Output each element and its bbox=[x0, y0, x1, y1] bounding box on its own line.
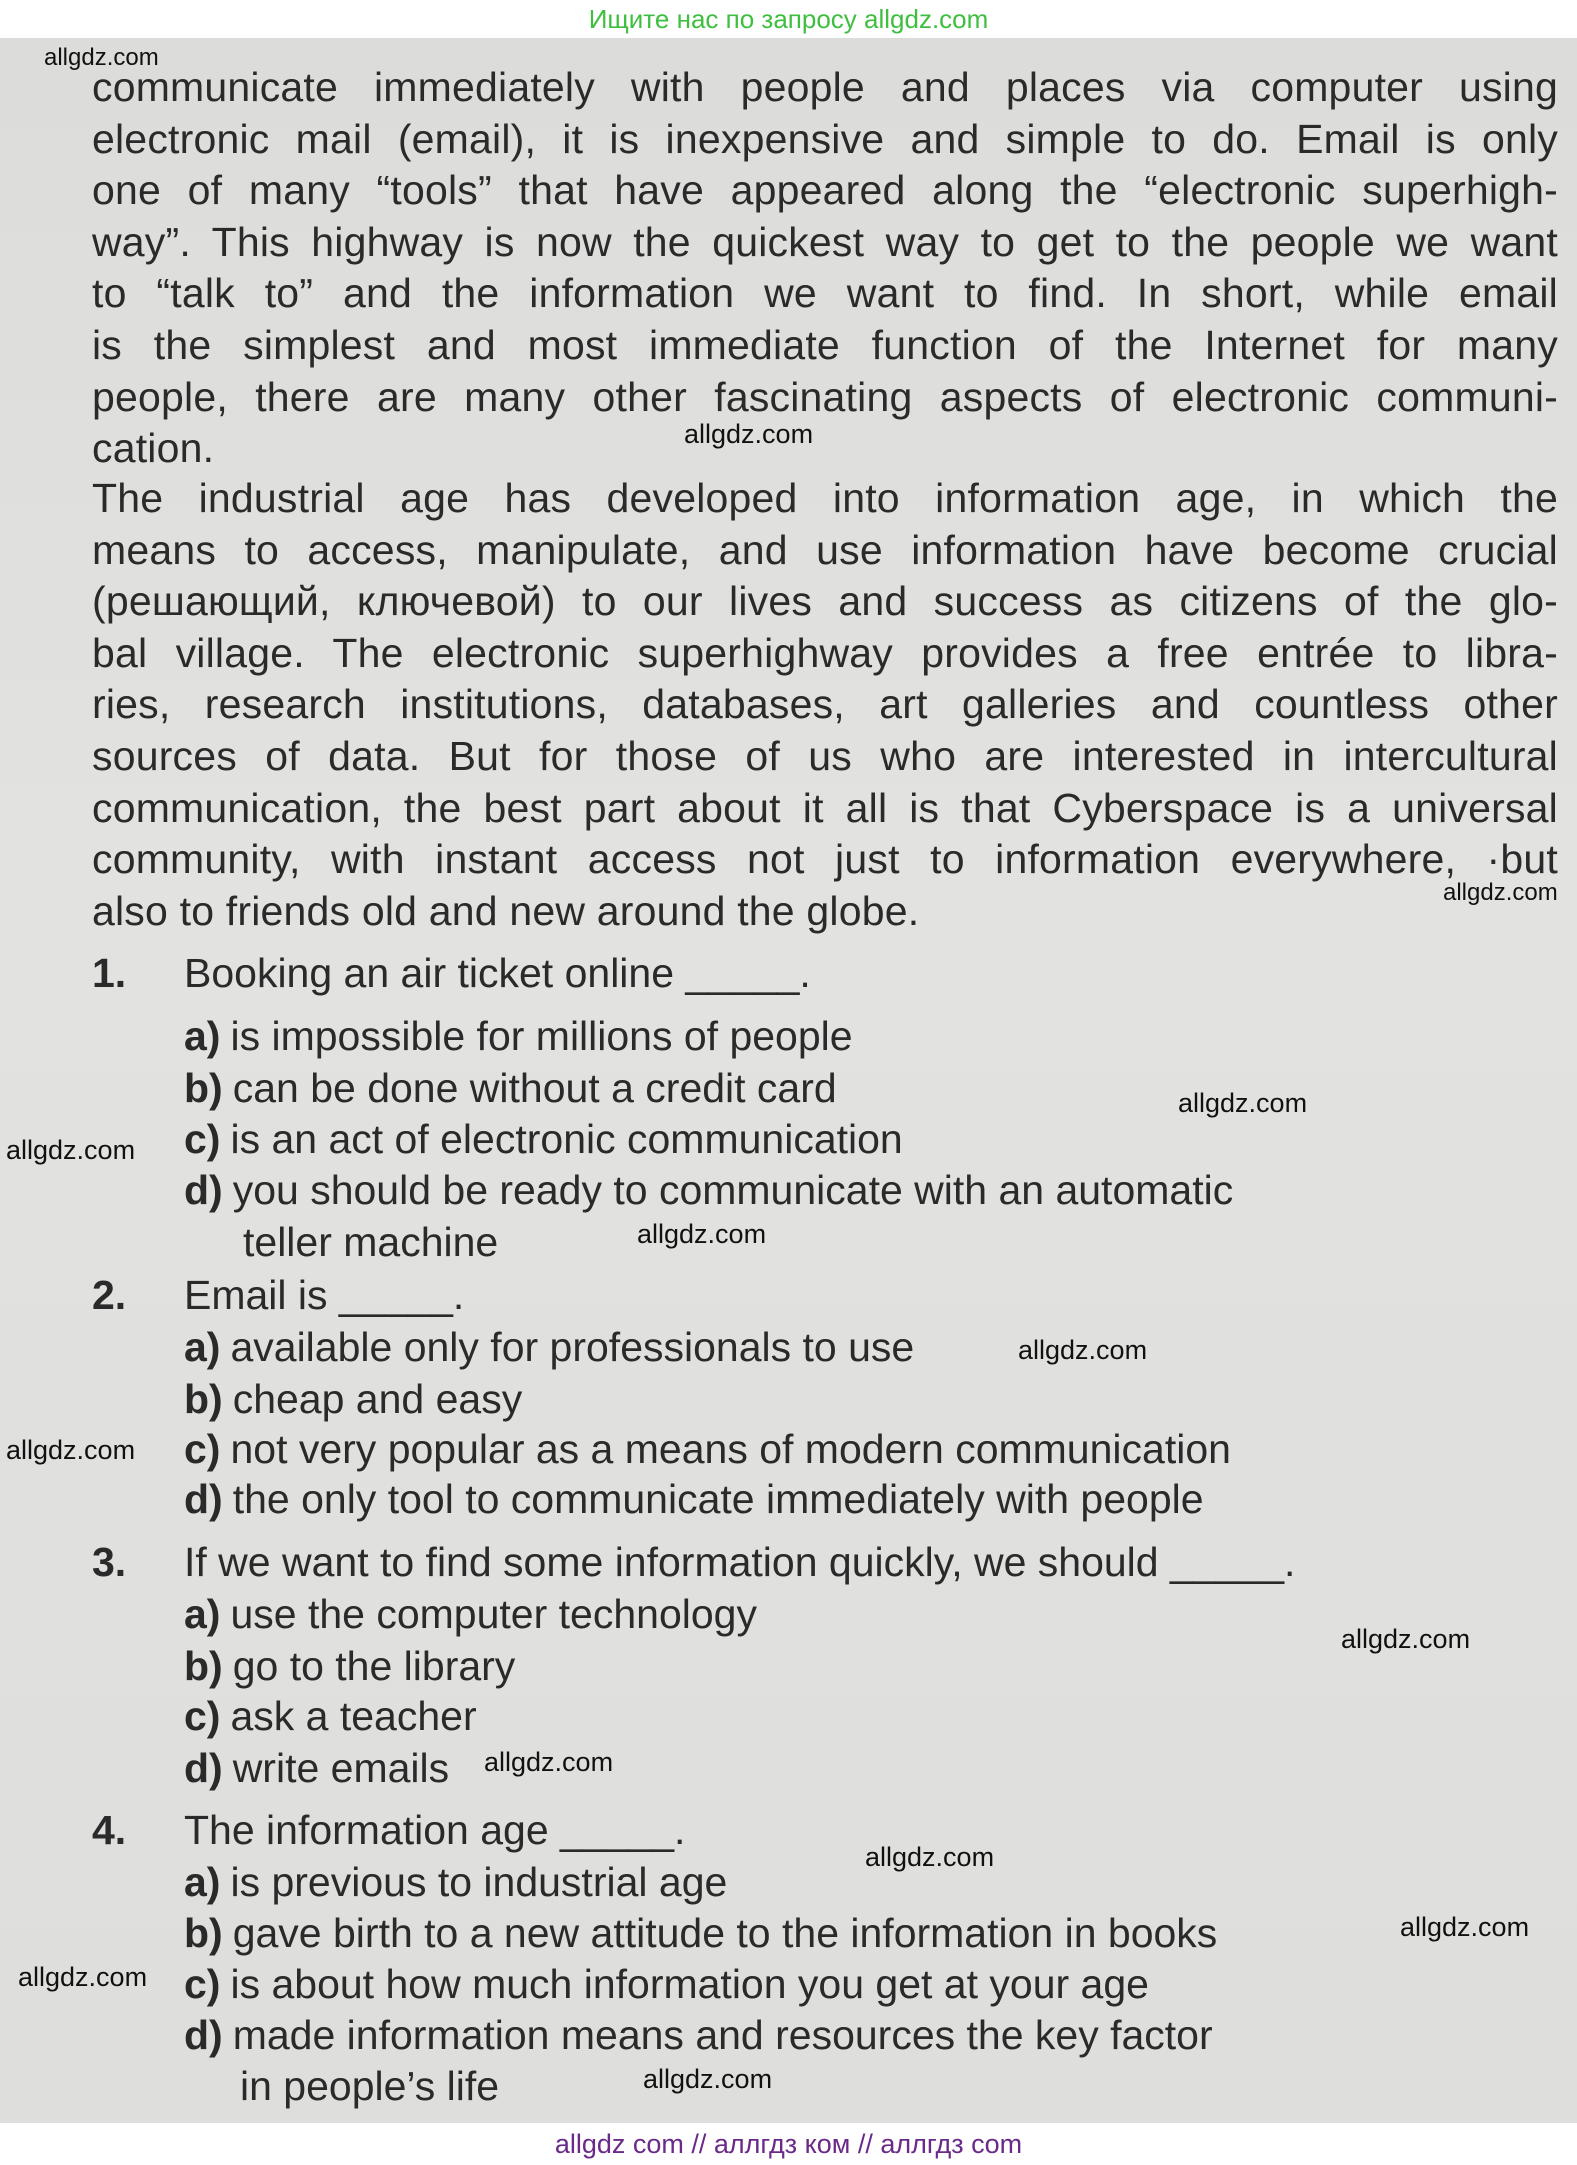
option-letter: c) bbox=[184, 1426, 221, 1472]
watermark-label: allgdz.com bbox=[6, 1435, 136, 1465]
answer-option-4a[interactable] bbox=[184, 1857, 727, 1908]
option-text: not very popular as a means of modern communication bbox=[230, 1426, 1231, 1472]
option-letter: d) bbox=[184, 1167, 223, 1213]
watermark-label: allgdz.com bbox=[6, 1135, 136, 1165]
option-text: go to the library bbox=[232, 1643, 516, 1689]
question-text: The information age _____. bbox=[184, 1807, 686, 1853]
option-text: use the computer technology bbox=[230, 1591, 757, 1637]
text-line: The industrial age has developed into information age, in which the bbox=[92, 475, 1558, 521]
option-text: the only tool to communicate immediately with people bbox=[232, 1476, 1204, 1522]
question-text: If we want to find some information quickly, we should _____. bbox=[184, 1539, 1296, 1585]
watermark-label: allgdz.com bbox=[1341, 1624, 1471, 1654]
question-number: 4. bbox=[92, 1807, 127, 1853]
option-text: is previous to industrial age bbox=[230, 1859, 728, 1905]
answer-option-2a[interactable] bbox=[184, 1322, 914, 1373]
option-letter: b) bbox=[184, 1065, 223, 1111]
text-line: communication, the best part about it all is that Cyberspace is a universal bbox=[92, 784, 1558, 831]
answer-option-4d[interactable] bbox=[184, 2010, 1213, 2061]
option-letter: b) bbox=[184, 1643, 223, 1689]
question-text: Email is _____. bbox=[184, 1272, 465, 1318]
text-line: people, there are many other fascinating aspects of electronic communi- bbox=[92, 373, 1558, 420]
text-line: also to friends old and new around the globe. bbox=[92, 887, 920, 934]
answer-option-3c[interactable] bbox=[184, 1691, 477, 1742]
option-text: teller machine bbox=[243, 1219, 499, 1265]
option-text: in people’s life bbox=[240, 2063, 500, 2109]
watermark-label: allgdz.com bbox=[1178, 1088, 1308, 1118]
watermark-label: allgdz.com bbox=[1443, 879, 1558, 906]
option-text: ask a teacher bbox=[230, 1693, 477, 1739]
text-line: one of many “tools” that have appeared along the “electronic superhigh- bbox=[92, 167, 1558, 214]
option-letter: c) bbox=[184, 1116, 221, 1162]
text-line: bal village. The electronic superhighway provides a free entrée to libra- bbox=[92, 629, 1558, 676]
question-number: 1. bbox=[92, 950, 127, 996]
option-letter: a) bbox=[184, 1859, 221, 1905]
answer-option-4b[interactable] bbox=[184, 1908, 1217, 1959]
watermark-label: allgdz.com bbox=[44, 44, 159, 71]
answer-option-2c[interactable] bbox=[184, 1424, 1231, 1475]
option-letter: c) bbox=[184, 1961, 221, 2007]
option-text: gave birth to a new attitude to the information in books bbox=[232, 1910, 1218, 1956]
text-line: ries, research institutions, databases, art galleries and countless other bbox=[92, 681, 1558, 728]
watermark-label: allgdz.com bbox=[18, 1962, 148, 1992]
answer-option-1b[interactable] bbox=[184, 1063, 837, 1114]
answer-option-3d[interactable] bbox=[184, 1743, 449, 1794]
option-letter: a) bbox=[184, 1013, 221, 1059]
text-line: (решающий, ключевой) to our lives and success as citizens of the glo- bbox=[92, 578, 1558, 625]
option-text: made information means and resources the key factor bbox=[232, 2012, 1213, 2058]
answer-option-3a[interactable] bbox=[184, 1589, 757, 1640]
watermark-label: allgdz.com bbox=[637, 1219, 767, 1249]
question-number: 2. bbox=[92, 1272, 127, 1318]
question-number: 3. bbox=[92, 1539, 127, 1585]
option-letter: d) bbox=[184, 1745, 223, 1791]
option-text: available only for professionals to use bbox=[230, 1324, 915, 1370]
option-text: you should be ready to communicate with an automatic bbox=[232, 1167, 1234, 1213]
option-text: write emails bbox=[232, 1745, 450, 1791]
answer-option-3b[interactable] bbox=[184, 1641, 515, 1692]
answer-option-4d-continued bbox=[240, 2061, 499, 2112]
option-letter: b) bbox=[184, 1376, 223, 1422]
answer-option-1c[interactable] bbox=[184, 1114, 903, 1165]
answer-option-1d-continued bbox=[243, 1217, 498, 1268]
watermark-label: allgdz.com bbox=[1018, 1335, 1148, 1365]
option-text: cheap and easy bbox=[232, 1376, 523, 1422]
option-letter: a) bbox=[184, 1591, 221, 1637]
answer-option-4c[interactable] bbox=[184, 1959, 1149, 2010]
option-letter: d) bbox=[184, 2012, 223, 2058]
question-text: Booking an air ticket online _____. bbox=[184, 950, 811, 996]
text-line: cation. bbox=[92, 425, 215, 472]
reading-paragraph-2 bbox=[92, 473, 1558, 937]
watermark-label: allgdz.com bbox=[865, 1842, 995, 1872]
text-line: community, with instant access not just to information everywhere, ·but bbox=[92, 836, 1558, 883]
text-line: way”. This highway is now the quickest way to get to the people we want bbox=[92, 218, 1558, 265]
text-line: means to access, manipulate, and use information have become crucial bbox=[92, 526, 1558, 573]
site-header-banner[interactable]: Ищите нас по запросу allgdz.com bbox=[0, 0, 1577, 38]
text-line: is the simplest and most immediate function of the Internet for many bbox=[92, 321, 1558, 368]
option-letter: b) bbox=[184, 1910, 223, 1956]
option-letter: a) bbox=[184, 1324, 221, 1370]
text-line: to “talk to” and the information we want to find. In short, while email bbox=[92, 270, 1558, 317]
answer-option-2d[interactable] bbox=[184, 1474, 1204, 1525]
answer-option-1a[interactable] bbox=[184, 1011, 853, 1062]
answer-option-2b[interactable] bbox=[184, 1374, 522, 1425]
option-letter: c) bbox=[184, 1693, 221, 1739]
option-text: is impossible for millions of people bbox=[230, 1013, 853, 1059]
text-line: sources of data. But for those of us who are interested in intercultural bbox=[92, 732, 1558, 779]
reading-paragraph-1 bbox=[92, 62, 1558, 475]
answer-option-1d[interactable] bbox=[184, 1165, 1233, 1216]
watermark-label: allgdz.com bbox=[484, 1747, 614, 1777]
watermark-label: allgdz.com bbox=[684, 419, 814, 449]
option-text: can be done without a credit card bbox=[232, 1065, 837, 1111]
site-footer-banner[interactable]: allgdz com // аллгдз ком // аллгдз com bbox=[0, 2123, 1577, 2165]
watermark-label: allgdz.com bbox=[1400, 1912, 1530, 1942]
watermark-label: allgdz.com bbox=[643, 2064, 773, 2094]
text-line: communicate immediately with people and places via computer using bbox=[92, 64, 1558, 110]
option-letter: d) bbox=[184, 1476, 223, 1522]
text-line: electronic mail (email), it is inexpensive and simple to do. Email is only bbox=[92, 115, 1558, 162]
option-text: is about how much information you get at your age bbox=[230, 1961, 1149, 2007]
option-text: is an act of electronic communication bbox=[230, 1116, 903, 1162]
